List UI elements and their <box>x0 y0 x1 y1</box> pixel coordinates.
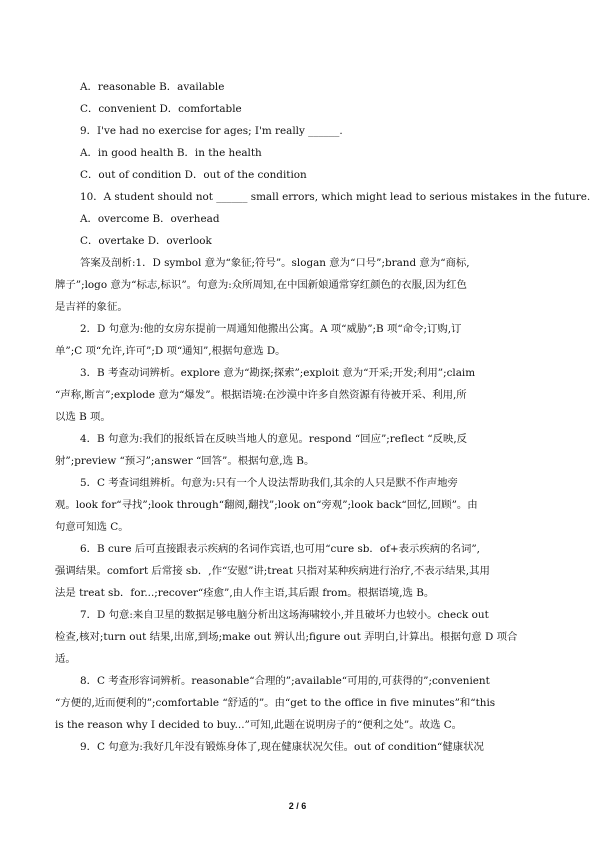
answer-1-line: 牌子”;logo 意为“标志,标识”。句意为:众所周知,在中国新娘通常穿红颜色的衣服,因为红色 <box>55 279 467 291</box>
answer-2-line: 单”;C 项“允许,许可”;D 项“通知”,根据句意选 D。 <box>55 345 286 357</box>
answer-7-line: 适。 <box>55 653 76 665</box>
q9-options-cd: C．out of condition D．out of the condition <box>80 169 307 181</box>
answer-6-line: 强调结果。comfort 后常接 sb．,作“安慰”讲;treat 只指对某种疾病进行治疗,不表示结果,其用 <box>55 565 490 577</box>
answer-1-line: 是吉祥的象征。 <box>55 301 128 313</box>
answer-8-line: is the reason why I decided to buy...”可知,此题在说明房子的“便利之处”。故选 C。 <box>55 719 463 731</box>
q10-stem: 10．A student should not ______ small errors, which might lead to serious mistakes in the future. <box>80 191 591 203</box>
answer-9-line: 9．C 句意为:我好几年没有锻炼身体了,现在健康状况欠佳。out of condition“健康状况 <box>80 741 484 753</box>
q9-stem: 9．I've had no exercise for ages; I'm really ______. <box>80 125 343 137</box>
q8-options-ab: A．reasonable B．available <box>80 81 225 93</box>
answer-3-line: 以选 B 项。 <box>55 411 111 423</box>
q9-options-ab: A．in good health B．in the health <box>80 147 262 159</box>
answer-1-line: 答案及剖析:1．D symbol 意为“象征;符号”。slogan 意为“口号”;brand 意为“商标, <box>80 257 470 269</box>
answer-5-line: 观。look for“寻找”;look through“翻阅,翻找”;look on“旁观”;look back“回忆,回顾”。由 <box>55 499 478 511</box>
page-number: 2 / 6 <box>288 801 307 811</box>
answer-5-line: 5．C 考查词组辨析。句意为:只有一个人设法帮助我们,其余的人只是默不作声地旁 <box>80 477 458 489</box>
answer-6-line: 法是 treat sb．for...;recover“痊愈”,由人作主语,其后跟 from。根据语境,选 B。 <box>55 587 435 599</box>
answer-4-line: 射”;preview “预习”;answer “回答”。根据句意,选 B。 <box>55 455 315 467</box>
answer-4-line: 4．B 句意为:我们的报纸旨在反映当地人的意见。respond “回应”;reflect “反映,反 <box>80 433 468 445</box>
q10-options-cd: C．overtake D．overlook <box>80 235 212 247</box>
answer-8-line: “方便的,近而便利的”;comfortable “舒适的”。由“get to the office in five minutes”和“this <box>55 697 496 709</box>
q8-options-cd: C．convenient D．comfortable <box>80 103 242 115</box>
answer-5-line: 句意可知选 C。 <box>55 521 129 533</box>
answer-8-line: 8．C 考查形容词辨析。reasonable“合理的”;available“可用的,可获得的”;convenient <box>80 675 490 687</box>
answer-3-line: 3．B 考查动词辨析。explore 意为“勘探;探索”;exploit 意为“开采;开发;利用”;claim <box>80 367 476 379</box>
answer-3-line: “声称,断言”;explode 意为“爆发”。根据语境:在沙漠中许多自然资源有待被开采、利用,所 <box>55 389 467 401</box>
q10-options-ab: A．overcome B．overhead <box>80 213 220 225</box>
answer-6-line: 6．B cure 后可直接跟表示疾病的名词作宾语,也可用“cure sb．of+表示疾病的名词”, <box>80 543 480 555</box>
answer-7-line: 检查,核对;turn out 结果,出席,到场;make out 辨认出;figure out 弄明白,计算出。根据句意 D 项合 <box>55 631 518 643</box>
answer-2-line: 2．D 句意为:他的女房东提前一周通知他搬出公寓。A 项“威胁”;B 项“命令;订购,订 <box>80 323 462 335</box>
answer-7-line: 7．D 句意:来自卫星的数据足够电脑分析出这场海啸较小,并且破坏力也较小。check out <box>80 609 489 621</box>
